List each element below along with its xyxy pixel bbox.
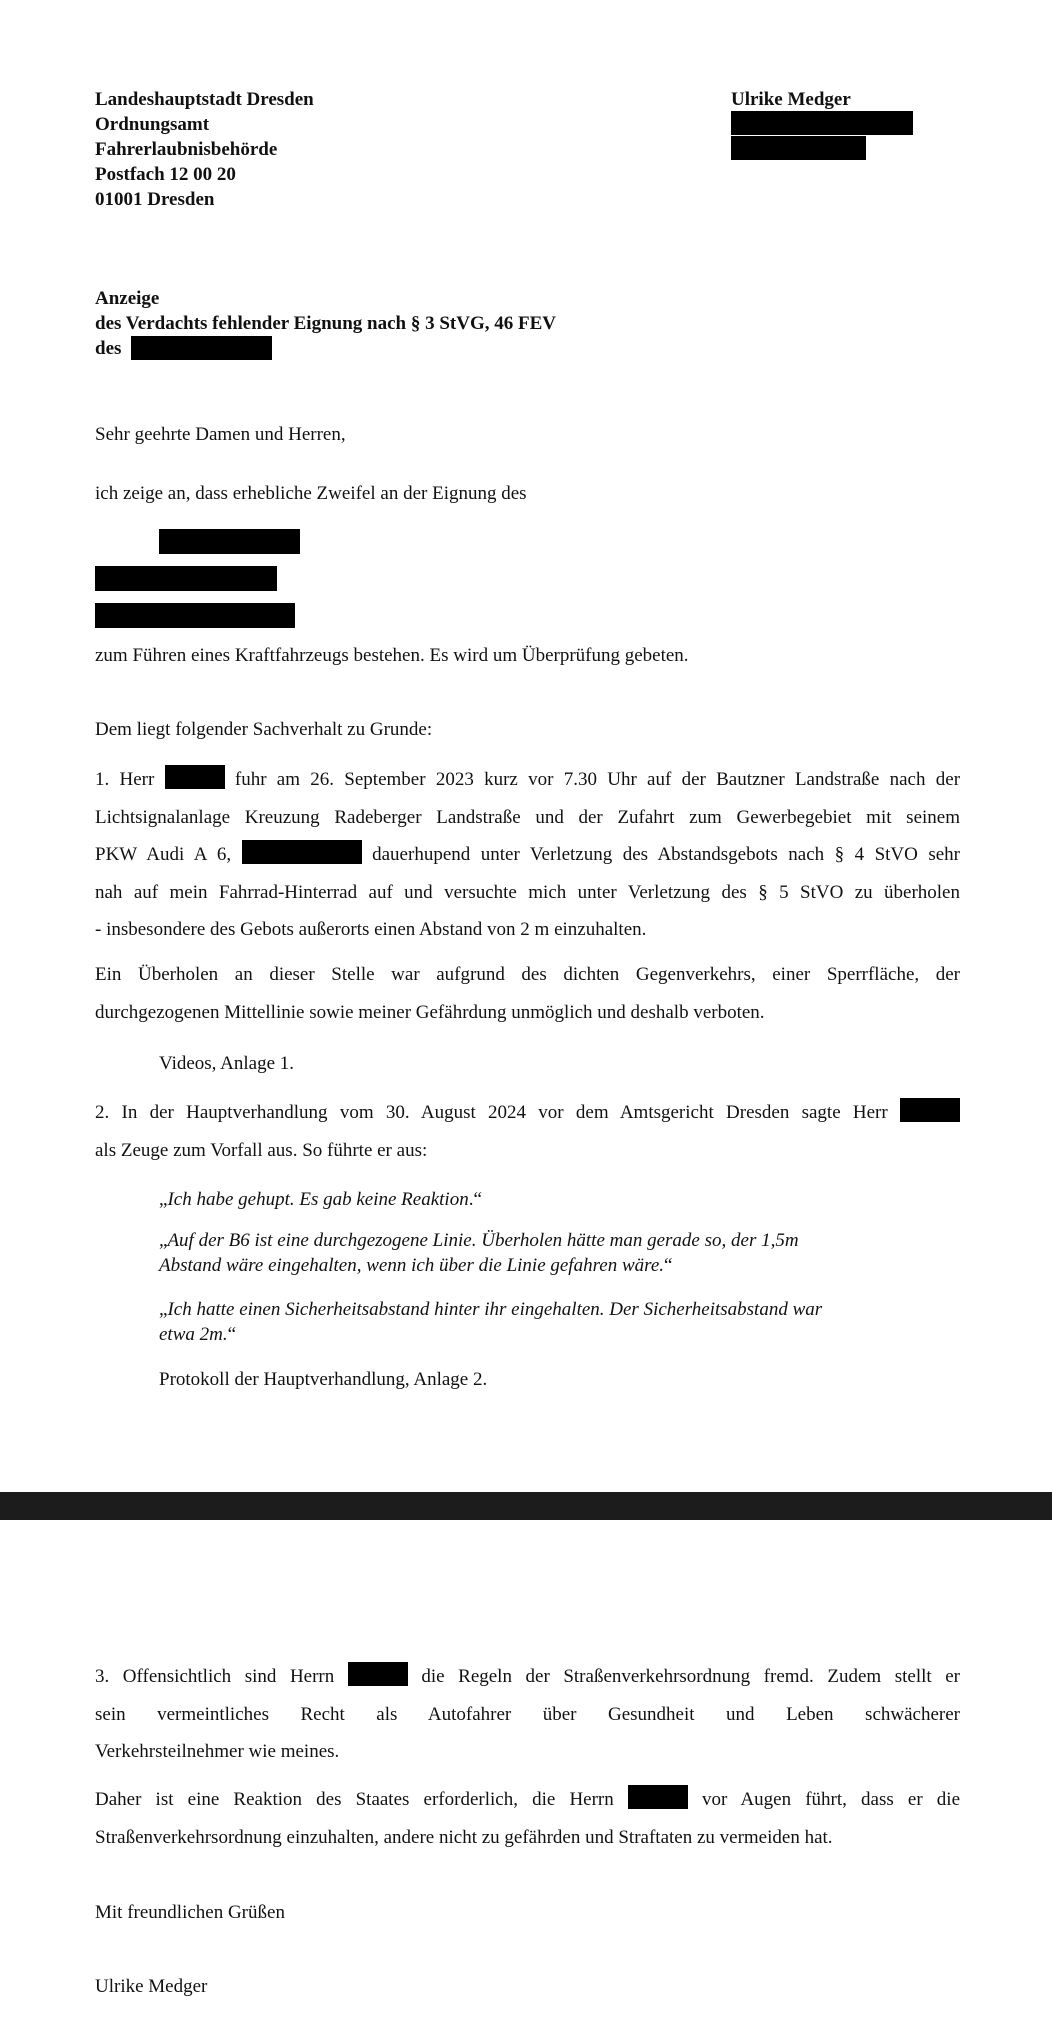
closing-greeting: Mit freundlichen Grüßen bbox=[95, 1902, 285, 1923]
paragraph-3 bbox=[95, 1094, 960, 1169]
testimony-quote-2: „Auf der B6 ist eine durchgezogene Linie. Überholen hätte man gerade so, der 1,5m Abstand wäre eingehalten, wenn ich über die Linie gefahren wäre.“ bbox=[159, 1230, 799, 1276]
text-line: nah auf mein Fahrrad-Hinterrad auf und versuchte mich unter Verletzung des § 5 StVO zu überholen bbox=[95, 881, 960, 903]
intro-end-text: zum Führen eines Kraftfahrzeugs bestehen. Es wird um Überprüfung gebeten. bbox=[95, 645, 689, 666]
paragraph-5 bbox=[95, 1781, 960, 1856]
recipient-line: Postfach 12 00 20 bbox=[95, 164, 236, 185]
text-line: - insbesondere des Gebots außerorts einen Abstand von 2 m einzuhalten. bbox=[95, 919, 647, 940]
text-line: sein vermeintliches Recht als Autofahrer über Gesundheit und Leben schwächerer bbox=[95, 1703, 960, 1725]
redacted-license-plate bbox=[242, 840, 362, 864]
redacted-name bbox=[900, 1098, 960, 1122]
intro-text: ich zeige an, dass erhebliche Zweifel an der Eignung des bbox=[95, 483, 527, 504]
subject-line: des bbox=[95, 338, 122, 359]
recipient-address bbox=[95, 87, 314, 212]
recipient-line: 01001 Dresden bbox=[95, 189, 215, 210]
redacted-person-name bbox=[159, 529, 300, 554]
text-line: Straßenverkehrsordnung einzuhalten, andere nicht zu gefährden und Straftaten zu vermeiden hat. bbox=[95, 1826, 833, 1848]
text-line: 2. In der Hauptverhandlung vom 30. August 2024 vor dem Amtsgericht Dresden sagte Herr bbox=[95, 1094, 960, 1132]
text-line: 3. Offensichtlich sind Herrn die Regeln der Straßenverkehrsordnung fremd. Zudem stellt er bbox=[95, 1658, 960, 1696]
paragraph-4 bbox=[95, 1658, 960, 1771]
text-line: als Zeuge zum Vorfall aus. So führte er aus: bbox=[95, 1139, 428, 1161]
page-separator bbox=[0, 1492, 1052, 1520]
reference-protocol: Protokoll der Hauptverhandlung, Anlage 2. bbox=[159, 1369, 488, 1390]
text-line: PKW Audi A 6, dauerhupend unter Verletzung des Abstandsgebots nach § 4 StVO sehr bbox=[95, 836, 960, 874]
redacted-name bbox=[165, 765, 225, 789]
redacted-subject-name bbox=[131, 336, 272, 360]
text-line: durchgezogenen Mittellinie sowie meiner Gefährdung unmöglich und deshalb verboten. bbox=[95, 1001, 765, 1023]
signature-name: Ulrike Medger bbox=[95, 1976, 208, 1997]
redacted-name bbox=[628, 1785, 688, 1809]
recipient-line: Ordnungsamt bbox=[95, 114, 210, 135]
subject-title: Anzeige bbox=[95, 288, 160, 309]
letter-page-2 bbox=[0, 1520, 1052, 2035]
redacted-person-city bbox=[95, 603, 295, 628]
reference-videos: Videos, Anlage 1. bbox=[159, 1053, 295, 1074]
testimony-quote-3: „Ich hatte einen Sicherheitsabstand hinter ihr eingehalten. Der Sicherheitsabstand war etwa 2m.“ bbox=[159, 1299, 823, 1345]
testimony-quote-1: „Ich habe gehupt. Es gab keine Reaktion.“ bbox=[159, 1189, 482, 1210]
salutation: Sehr geehrte Damen und Herren, bbox=[95, 424, 346, 445]
subject-line: des Verdachts fehlender Eignung nach § 3 StVG, 46 FEV bbox=[95, 313, 556, 334]
recipient-line: Fahrerlaubnisbehörde bbox=[95, 139, 278, 160]
redacted-sender-city bbox=[731, 136, 866, 160]
paragraph-2 bbox=[95, 956, 960, 1031]
text-line: Ein Überholen an dieser Stelle war aufgrund des dichten Gegenverkehrs, einer Sperrfläche, der bbox=[95, 964, 960, 985]
paragraph-1 bbox=[95, 761, 960, 949]
text-line: Lichtsignalanlage Kreuzung Radeberger Landstraße und der Zufahrt zum Gewerbegebiet mit seinem bbox=[95, 806, 960, 828]
sender-name: Ulrike Medger bbox=[731, 89, 851, 110]
recipient-line: Landeshauptstadt Dresden bbox=[95, 89, 314, 110]
facts-heading: Dem liegt folgender Sachverhalt zu Grunde: bbox=[95, 719, 433, 740]
redacted-name bbox=[348, 1662, 408, 1686]
text-line: Verkehrsteilnehmer wie meines. bbox=[95, 1741, 340, 1762]
text-line: 1. Herr fuhr am 26. September 2023 kurz vor 7.30 Uhr auf der Bautzner Landstraße nach der bbox=[95, 761, 960, 799]
redacted-person-street bbox=[95, 566, 277, 591]
redacted-sender-street bbox=[731, 111, 913, 135]
text-line: Daher ist eine Reaktion des Staates erforderlich, die Herrn vor Augen führt, dass er die bbox=[95, 1781, 960, 1819]
